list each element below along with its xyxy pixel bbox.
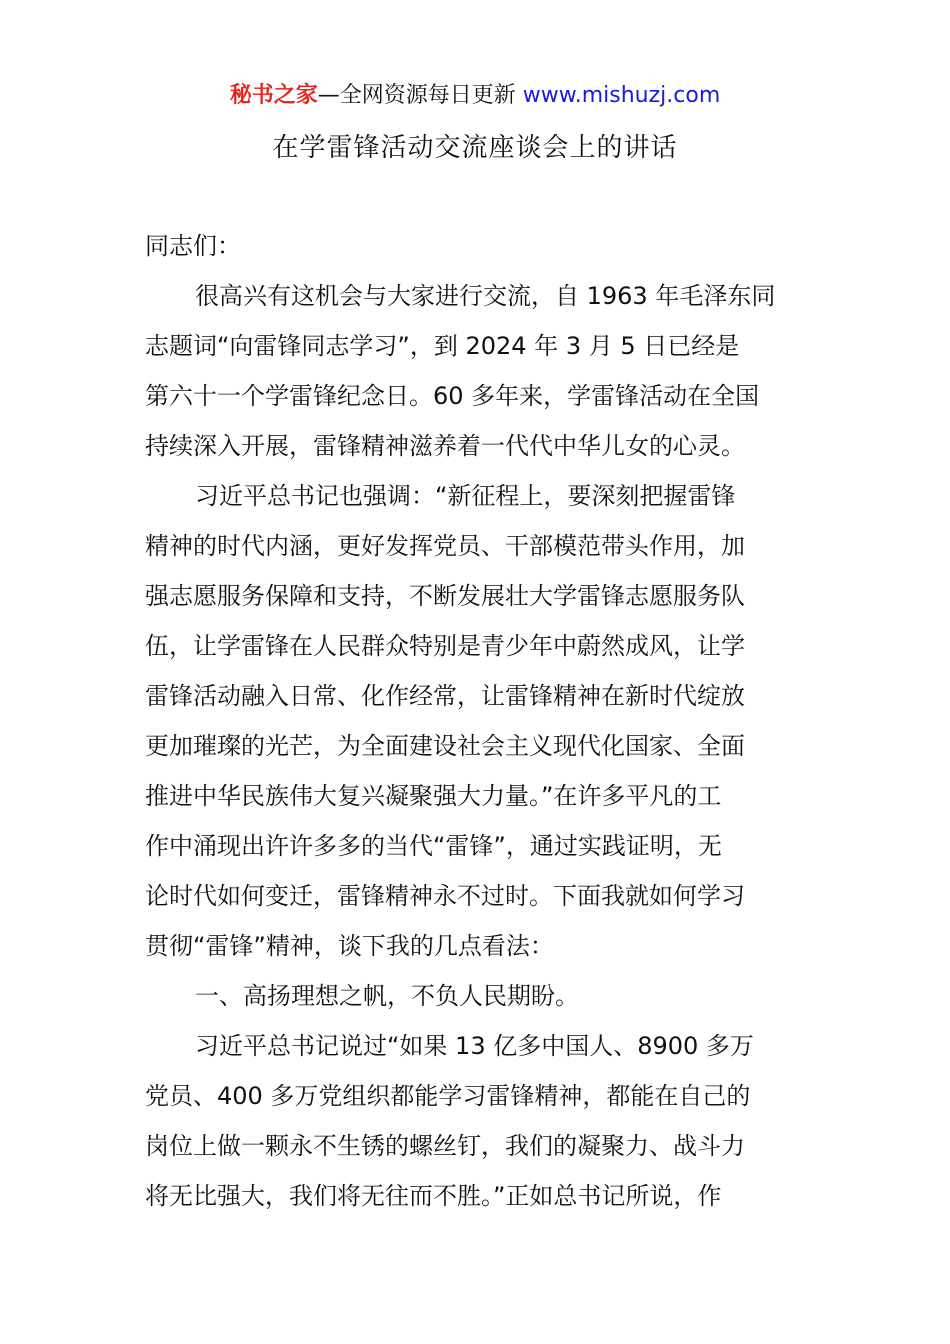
paragraph-line: 更加璀璨的光芒，为全面建设社会主义现代化国家、全面 xyxy=(145,732,745,760)
paragraph-line: 党员、400 多万党组织都能学习雷锋精神，都能在自己的 xyxy=(145,1082,751,1110)
paragraph-line: 雷锋活动融入日常、化作经常，让雷锋精神在新时代绽放 xyxy=(145,682,745,710)
paragraph-line: 志题词“向雷锋同志学习”，到 2024 年 3 月 5 日已经是 xyxy=(145,332,740,360)
paragraph-line: 习近平总书记说过“如果 13 亿多中国人、8900 多万 xyxy=(195,1032,754,1060)
salutation: 同志们： xyxy=(145,232,241,260)
paragraph-line: 推进中华民族伟大复兴凝聚强大力量。”在许多平凡的工 xyxy=(145,782,722,810)
site-url-link[interactable]: www.mishuzj.com xyxy=(522,83,721,108)
brand-name: 秘书之家 xyxy=(229,83,318,108)
header-tagline: —全网资源每日更新 xyxy=(317,83,516,108)
paragraph-line: 很高兴有这机会与大家进行交流，自 1963 年毛泽东同 xyxy=(195,282,776,310)
paragraph-line: 将无比强大，我们将无往而不胜。”正如总书记所说，作 xyxy=(145,1182,722,1210)
site-header xyxy=(0,80,950,112)
section-heading: 一、高扬理想之帆，不负人民期盼。 xyxy=(195,982,579,1010)
document-title: 在学雷锋活动交流座谈会上的讲话 xyxy=(272,133,678,163)
paragraph-line: 持续深入开展，雷锋精神滋养着一代代中华儿女的心灵。 xyxy=(145,432,745,460)
paragraph-line: 精神的时代内涵，更好发挥党员、干部模范带头作用，加 xyxy=(145,532,745,560)
paragraph-line: 贯彻“雷锋”精神，谈下我的几点看法： xyxy=(145,932,554,960)
paragraph-line: 论时代如何变迁，雷锋精神永不过时。下面我就如何学习 xyxy=(145,882,745,910)
paragraph-line: 伍，让学雷锋在人民群众特别是青少年中蔚然成风，让学 xyxy=(145,632,745,660)
paragraph-line: 岗位上做一颗永不生锈的螺丝钉，我们的凝聚力、战斗力 xyxy=(145,1132,745,1160)
paragraph-line: 习近平总书记也强调：“新征程上，要深刻把握雷锋 xyxy=(195,482,736,510)
paragraph-line: 强志愿服务保障和支持，不断发展壮大学雷锋志愿服务队 xyxy=(145,582,745,610)
paragraph-line: 作中涌现出许许多多的当代“雷锋”，通过实践证明，无 xyxy=(145,832,722,860)
paragraph-line: 第六十一个学雷锋纪念日。60 多年来，学雷锋活动在全国 xyxy=(145,382,760,410)
